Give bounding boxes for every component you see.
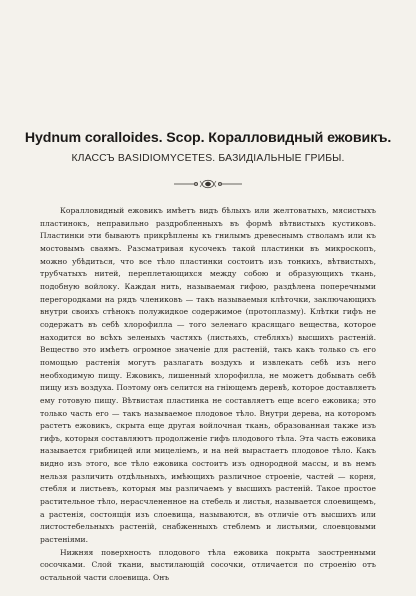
body-paragraph-2: Нижняя поверхность плодового тѣла ежовика покрыта заостренными сосочками. Слой ткани, выстилающій сосочки, отличается по строенію отъ остальной части слоевища. Онъ	[40, 547, 376, 583]
page-title: Hydnum coralloides. Scop. Коралловидный ежовикъ.	[24, 130, 392, 146]
decorative-divider-icon	[172, 178, 244, 190]
body-text	[40, 205, 376, 585]
body-paragraph-1: Коралловидный ежовикъ имѣетъ видъ бѣлыхъ или желтоватыхъ, мясистыхъ пластинокъ, неправильно раздробленныхъ въ формѣ вѣтвистыхъ кустиковъ. Пластинки эти бываютъ прикрѣплены къ гнилымъ древеснымъ стволамъ или къ мостовымъ сваямъ. Разсматривая кусочекъ такой пластинки въ микроскопъ, можно убѣдиться, что все тѣло пластинки состоитъ изъ тонкихъ, вѣтвистыхъ, трубчатыхъ нитей, переплетающихся между собою и образующихъ ткань, подобную войлоку. Каждая нить, называемая гифою, раздѣлена поперечными перегородками на рядъ члениковъ — такъ называемыя клѣточки, заключающихъ внутри своихъ стѣнокъ полужидкое содержимое (протоплазму). Клѣтки гифъ не содержатъ въ себѣ хлорофилла — того зеленаго красящаго вещества, которое находится во всѣхъ зеленыхъ частяхъ (листьяхъ, стебляхъ) высшихъ растеній. Вещество это имѣетъ огромное значеніе для растеній, такъ какъ только съ его помощью растенія могутъ разлагать воздухъ и извлекать себѣ изъ него необходимую пищу. Ежовикъ, лишенный хлорофилла, не можетъ добывать себѣ пищу изъ воздуха. Поэтому онъ селится на гніющемъ деревѣ, которое доставляетъ ему готовую пищу. Вѣтвистая пластинка не составляетъ еще всего ежовика; это только часть его — такъ называемое плодовое тѣло. Внутри дерева, на которомъ растетъ ежовикъ, скрыта еще другая войлочная ткань, образованная также изъ гифъ, которыя составляютъ продолженіе гифъ плодового тѣла. Эта часть ежовика называется грибницей или мицеліемъ, и на ней вырастаетъ плодовое тѣло. Какъ видно изъ этого, все тѣло ежовика состоитъ изъ однородной массы, и въ немъ нельзя различить отдѣльныхъ, имѣющихъ различное строеніе, частей — корня, стебля и листьевъ, которыя мы различаемъ у высшихъ растеній. Такое простое растительное тѣло, нерасчлененное на стебель и листья, называется слоевищемъ, а растенія, состоящія изъ слоевища, называются, въ отличіе отъ высшихъ или листостебельныхъ растеній, снабженныхъ стеблемъ и листьями, слоевцовыми растеніями.	[40, 206, 376, 545]
page-subtitle: КЛАССЪ BASIDIOMYCETES. БАЗИДІАЛЬНЫЕ ГРИБЫ.	[71, 153, 345, 164]
